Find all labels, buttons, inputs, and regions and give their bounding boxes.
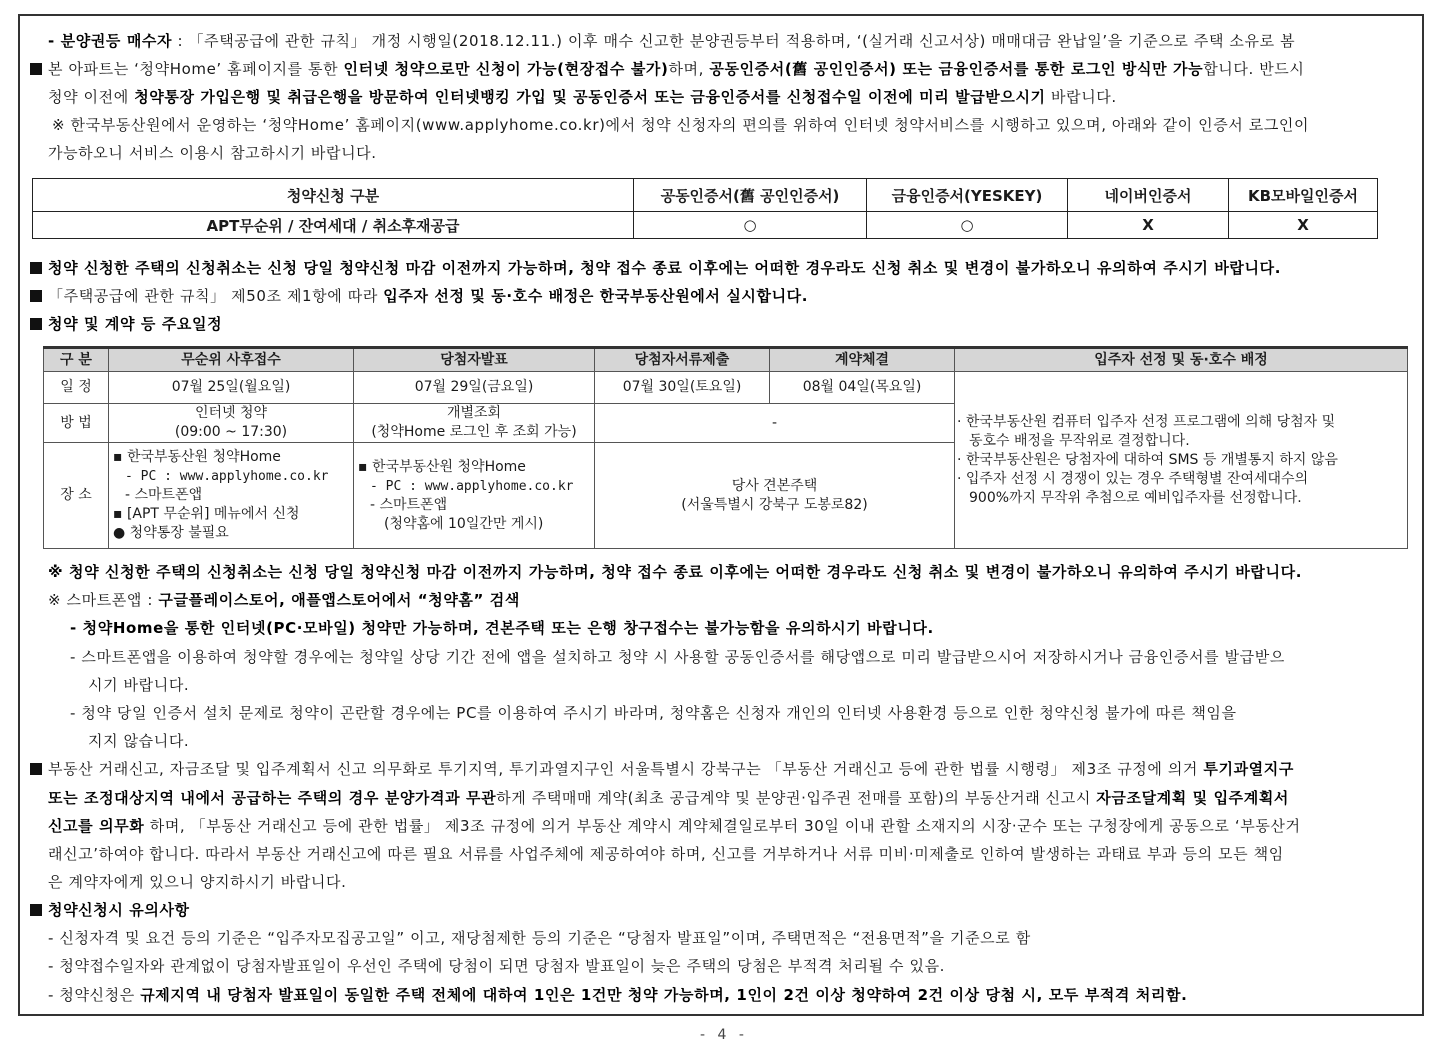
square-bullet-icon — [30, 262, 42, 274]
date-cell: 07월 30일(토요일) — [595, 372, 770, 404]
place-line: - 스마트폰앱 — [125, 487, 203, 503]
method-text: (청약Home 로그인 후 조회 가능) — [371, 424, 577, 440]
caution-line-2: - 청약접수일자와 관계없이 당첨자발표일이 우선인 주택에 당첨이 되면 당첨자 발표일이 늦은 주택의 당첨은 부적격 처리될 수 있음. — [48, 957, 946, 975]
row-label: 방 법 — [44, 404, 109, 443]
place-cell — [354, 443, 595, 549]
notice-selection: 「주택공급에 관한 규칙」 제50조 제1항에 따라 입주자 선정 및 동·호수 배정은 한국부동산원에서 실시합니다. — [30, 286, 1422, 306]
date-cell: 07월 29일(금요일) — [354, 372, 595, 404]
selection-cell — [955, 372, 1408, 549]
certificate-table — [32, 178, 1378, 239]
method-cell — [109, 404, 354, 443]
table-header-cell: 당첨자서류제출 — [595, 348, 770, 372]
table-header-cell: 입주자 선정 및 동·호수 배정 — [955, 348, 1408, 372]
place-line: - PC : www.applyhome.co.kr — [125, 469, 329, 484]
square-bullet-icon — [30, 318, 42, 330]
realestate-line-3: 신고를 의무화 하며, 「부동산 거래신고 등에 관한 법률」 제3조 규정에 의거 부동산 계약시 계약체결일로부터 30일 이내 관할 소재지의 시장·군수 또는 구청장에게 공동으로 ‘부동산거 — [48, 817, 1301, 835]
page-number: - 4 - — [700, 1027, 748, 1043]
selection-line: · 한국부동산원 컴퓨터 입주자 선정 프로그램에 의해 당첨자 및 — [957, 413, 1336, 430]
selection-line: · 한국부동산원은 당첨자에 대하여 SMS 등 개별통지 하지 않음 — [957, 451, 1338, 468]
table-header-cell: 무순위 사후접수 — [109, 348, 354, 372]
date-cell: 08월 04일(목요일) — [770, 372, 955, 404]
caution-line-3: - 청약신청은 규제지역 내 당첨자 발표일이 동일한 주택 전체에 대하여 1인은 1건만 청약 가능하며, 1인이 2건 이상 청약하여 2건 이상 당첨 시, 모두 부적격 처리함. — [48, 986, 1188, 1004]
caution-heading: 청약신청시 유의사항 — [30, 900, 1422, 920]
realestate-line-4: 래신고’하여야 합니다. 따라서 부동산 거래신고에 따른 필요 서류를 사업주체에 제공하여야 하며, 신고를 거부하거나 서류 미비·미제출로 인하여 발생하는 과태료 부과 등의 모든 책임 — [48, 845, 1284, 863]
method-cell: - — [595, 404, 955, 443]
table-header-cell: 공동인증서(舊 공인인증서) — [634, 179, 867, 212]
row-label: 장 소 — [44, 443, 109, 549]
place-line: ▪ 한국부동산원 청약Home — [358, 458, 526, 475]
table-row — [33, 212, 1378, 239]
note-internet-only: - 청약Home을 통한 인터넷(PC·모바일) 청약만 가능하며, 견본주택 또는 은행 창구접수는 불가능함을 유의하시기 바랍니다. — [70, 619, 934, 637]
intro-line-1: - 분양권등 매수자 : 「주택공급에 관한 규칙」 개정 시행일(2018.12.11.) 이후 매수 신고한 분양권등부터 적용하며, ‘(실거래 신고서상) 매매대금 완납일’을 기준으로 주택 소유로 봄 — [48, 32, 1296, 50]
square-bullet-icon — [30, 63, 42, 75]
table-cell: APT무순위 / 잔여세대 / 취소후재공급 — [33, 212, 634, 239]
place-line: (서울특별시 강북구 도봉로82) — [681, 496, 868, 513]
date-cell: 07월 25일(월요일) — [109, 372, 354, 404]
square-bullet-icon — [30, 904, 42, 916]
square-bullet-icon — [30, 763, 42, 775]
table-cell: ○ — [634, 212, 867, 239]
schedule-heading: 청약 및 계약 등 주요일정 — [30, 314, 1422, 334]
note-pc: - 청약 당일 인증서 설치 문제로 청약이 곤란할 경우에는 PC를 이용하여 주시기 바라며, 청약홈은 신청자 개인의 인터넷 사용환경 등으로 인한 청약신청 불가에 따른 책임을 — [70, 704, 1237, 722]
row-label: 일 정 — [44, 372, 109, 404]
note-smartphone: - 스마트폰앱을 이용하여 청약할 경우에는 청약일 상당 기간 전에 앱을 설치하고 청약 시 사용할 공동인증서를 해당앱으로 미리 발급받으시어 저장하시거나 금융인증서를 발급받으 — [70, 648, 1285, 666]
note-app: ※ 스마트폰앱 : 구글플레이스토어, 애플앱스토어에서 “청약홈” 검색 — [48, 591, 520, 609]
table-header-cell: 구 분 — [44, 348, 109, 372]
table-header-cell: 네이버인증서 — [1068, 179, 1229, 212]
table-header-row — [44, 348, 1408, 372]
schedule-table — [43, 346, 1408, 549]
method-text: (09:00 ~ 17:30) — [174, 424, 288, 440]
table-header-cell: KB모바일인증서 — [1229, 179, 1378, 212]
table-row — [44, 372, 1408, 404]
method-text: 인터넷 청약 — [194, 405, 268, 421]
selection-line: 900%까지 무작위 추첨으로 예비입주자를 선정합니다. — [969, 489, 1302, 506]
selection-line: · 입주자 선정 시 경쟁이 있는 경우 주택형별 잔여세대수의 — [957, 470, 1309, 487]
table-header-row — [33, 179, 1378, 212]
place-line: ▪ 한국부동산원 청약Home — [113, 449, 281, 465]
place-line: ▪ [APT 무순위] 메뉴에서 신청 — [113, 506, 300, 522]
realestate-line-1: 부동산 거래신고, 자금조달 및 입주계획서 신고 의무화로 투기지역, 투기과열지구인 서울특별시 강북구는 「부동산 거래신고 등에 관한 법률 시행령」 제3조 규정에 의거 투기과열지구 — [30, 759, 1422, 779]
intro-line-2: 본 아파트는 ‘청약Home’ 홈페이지를 통한 인터넷 청약으로만 신청이 가능(현장접수 불가)하며, 공동인증서(舊 공인인증서) 또는 금융인증서를 통한 로그인 방식만 가능합니다. 반드시 — [30, 59, 1422, 79]
place-line: - 스마트폰앱 — [370, 496, 448, 513]
selection-line: 동호수 배정을 무작위로 결정합니다. — [969, 432, 1190, 449]
table-cell: X — [1068, 212, 1229, 239]
note-cancel: ※ 청약 신청한 주택의 신청취소는 신청 당일 청약신청 마감 이전까지 가능하며, 청약 접수 종료 이후에는 어떠한 경우라도 신청 취소 및 변경이 불가하오니 유의하여 주시기 바랍니다. — [48, 563, 1302, 581]
intro-line-3: 청약 이전에 청약통장 가입은행 및 취급은행을 방문하여 인터넷뱅킹 가입 및 공동인증서 또는 금융인증서를 신청접수일 이전에 미리 발급받으시기 바랍니다. — [48, 88, 1117, 106]
intro-line-4: ※ 한국부동산원에서 운영하는 ‘청약Home’ 홈페이지(www.applyhome.co.kr)에서 청약 신청자의 편의를 위하여 인터넷 청약서비스를 시행하고 있으며, 아래와 같이 인증서 로그인이 — [52, 116, 1310, 134]
table-cell: X — [1229, 212, 1378, 239]
intro-line-5: 가능하오니 서비스 이용시 참고하시기 바랍니다. — [48, 144, 377, 162]
note-pc-cont: 지지 않습니다. — [88, 732, 190, 750]
place-line: (청약홈에 10일간만 게시) — [384, 515, 544, 532]
place-cell — [595, 443, 955, 549]
place-line: ● 청약통장 불필요 — [113, 525, 229, 541]
square-bullet-icon — [30, 290, 42, 302]
table-header-cell: 금융인증서(YESKEY) — [867, 179, 1068, 212]
table-header-cell: 청약신청 구분 — [33, 179, 634, 212]
method-text: 개별조회 — [446, 405, 502, 421]
table-header-cell: 당첨자발표 — [354, 348, 595, 372]
place-line: - PC : www.applyhome.co.kr — [370, 478, 574, 494]
place-line: 당사 견본주택 — [731, 477, 818, 494]
table-header-cell: 계약체결 — [770, 348, 955, 372]
place-cell — [109, 443, 354, 549]
method-cell — [354, 404, 595, 443]
note-smartphone-cont: 시기 바랍니다. — [88, 676, 190, 694]
notice-cancel: 청약 신청한 주택의 신청취소는 신청 당일 청약신청 마감 이전까지 가능하며, 청약 접수 종료 이후에는 어떠한 경우라도 신청 취소 및 변경이 불가하오니 유의하여 주시기 바랍니다. — [30, 258, 1422, 278]
table-cell: ○ — [867, 212, 1068, 239]
realestate-line-5: 은 계약자에게 있으니 양지하시기 바랍니다. — [48, 873, 347, 891]
caution-line-1: - 신청자격 및 요건 등의 기준은 “입주자모집공고일” 이고, 재당첨제한 등의 기준은 “당첨자 발표일”이며, 주택면적은 “전용면적”을 기준으로 함 — [48, 929, 1031, 947]
realestate-line-2: 또는 조정대상지역 내에서 공급하는 주택의 경우 분양가격과 무관하게 주택매매 계약(최초 공급계약 및 분양권·입주권 전매를 포함)의 부동산거래 신고시 자금조달계획 및 입주계획서 — [48, 789, 1290, 807]
